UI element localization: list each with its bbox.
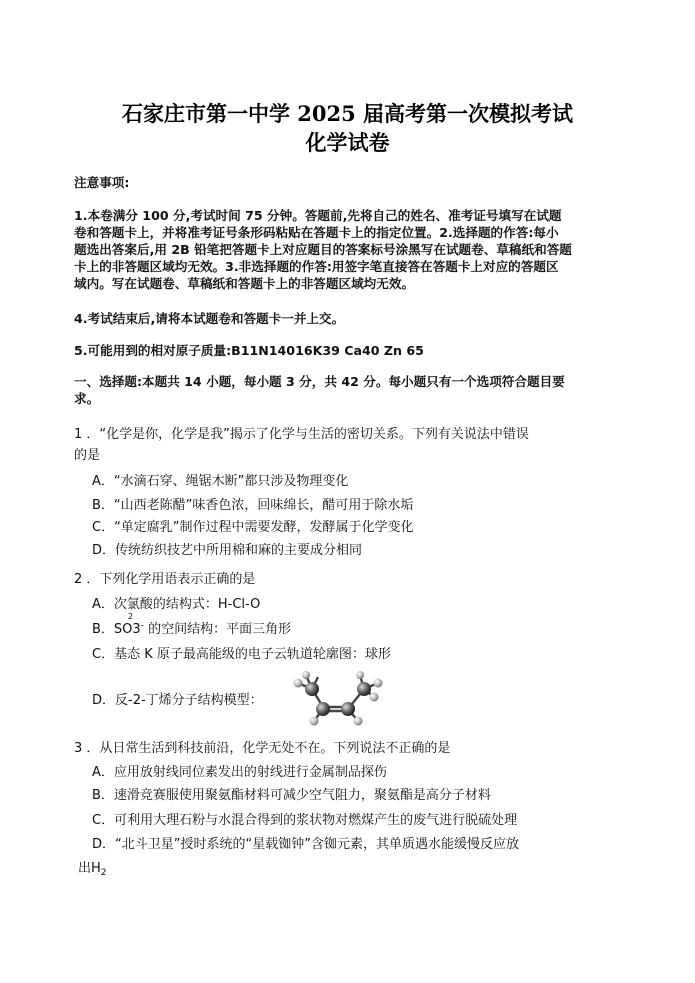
so3-formula: [113, 612, 144, 637]
question-3-option-d-cont: [78, 857, 107, 878]
notes-p1-line: 1.本卷满分 100 分,考试时间 75 分钟。答题前,先将自己的姓名、准考证号填写在试题: [74, 208, 562, 223]
question-2-stem: 2 ．下列化学用语表示正确的是: [74, 572, 256, 587]
trans-2-butene-model: [288, 671, 398, 729]
question-3-option-c: C．可利用大理石粉与水混合得到的浆状物对燃煤产生的废气进行脱硫处理: [92, 813, 518, 828]
question-1-option-a: A．“水滴石穿、绳锯木断”都只涉及物理变化: [92, 474, 349, 489]
question-3-stem: 3 ．从日常生活到科技前沿，化学无处不在。下列说法不正确的是: [74, 741, 451, 756]
question-1-option-c: C．“单定腐乳”制作过程中需要发酵，发酵属于化学变化: [92, 520, 414, 535]
section-heading: 求。: [74, 391, 100, 406]
section-heading: 一、选择题:本题共 14 小题，每小题 3 分，共 42 分。每小题只有一个选项符合题目要: [74, 374, 565, 389]
question-3-option-a: A．应用放射线同位素发出的射线进行金属制品探伤: [92, 765, 387, 780]
question-2-option-b: [92, 612, 292, 637]
notes-heading: 注意事项:: [74, 175, 130, 190]
question-1-option-b: B．“山西老陈醋”味香色浓，回味绵长，醋可用于除水垢: [92, 498, 414, 513]
exam-subtitle: 化学试卷: [305, 130, 390, 155]
notes-p1-line: 题选出答案后,用 2B 铅笔把答题卡上对应题目的答案标号涂黑写在试题卷、草稿纸和答题: [74, 242, 572, 257]
question-2-option-a: A．次氯酸的结构式：H-Cl-O: [92, 597, 261, 612]
notes-p2: 4.考试结束后,请将本试题卷和答题卡一并上交。: [74, 311, 345, 326]
exam-title: 石家庄市第一中学 2025 届高考第一次模拟考试: [121, 101, 574, 126]
question-3-option-b: B．速滑竞赛服使用聚氨酯材料可减少空气阻力，聚氨酯是高分子材料: [92, 788, 491, 803]
formula-subscript: 2: [100, 868, 107, 878]
question-1-stem: 的是: [74, 448, 101, 463]
formula-text: SO3: [113, 622, 141, 637]
question-2-option-c: C．基态 K 原子最高能级的电子云轨道轮廓图：球形: [92, 647, 391, 662]
question-1-option-d: D．传统纺织技艺中所用棉和麻的主要成分相同: [92, 543, 363, 558]
option-label: B．: [92, 622, 114, 637]
option-text: 出H: [78, 861, 101, 876]
notes-p1-line: 卷和答题卡上，并将准考证号条形码粘贴在答题卡上的指定位置。2.选择题的作答:每小: [74, 225, 559, 240]
notes-p1-line: 卡上的非答题区域均无效。3.非选择题的作答:用签字笔直接答在答题卡上对应的答题区: [74, 259, 559, 274]
formula-superscript: 2: [127, 612, 134, 621]
option-text: 的空间结构：平面三角形: [148, 622, 292, 637]
formula-charge: -: [140, 620, 144, 631]
notes-p1-line: 域内。写在试题卷、草稿纸和答题卡上的非答题区域均无效。: [74, 276, 415, 291]
question-1-stem: 1 ．“化学是你，化学是我”揭示了化学与生活的密切关系。下列有关说法中错误: [74, 427, 529, 442]
notes-p3: 5.可能用到的相对原子质量:B11N14016K39 Ca40 Zn 65: [74, 343, 424, 358]
question-3-option-d: D．“北斗卫星”授时系统的“星载铷钟”含铷元素，其单质遇水能缓慢反应放: [92, 837, 519, 852]
question-2-option-d: D．反-2-丁烯分子结构模型：: [92, 693, 263, 708]
